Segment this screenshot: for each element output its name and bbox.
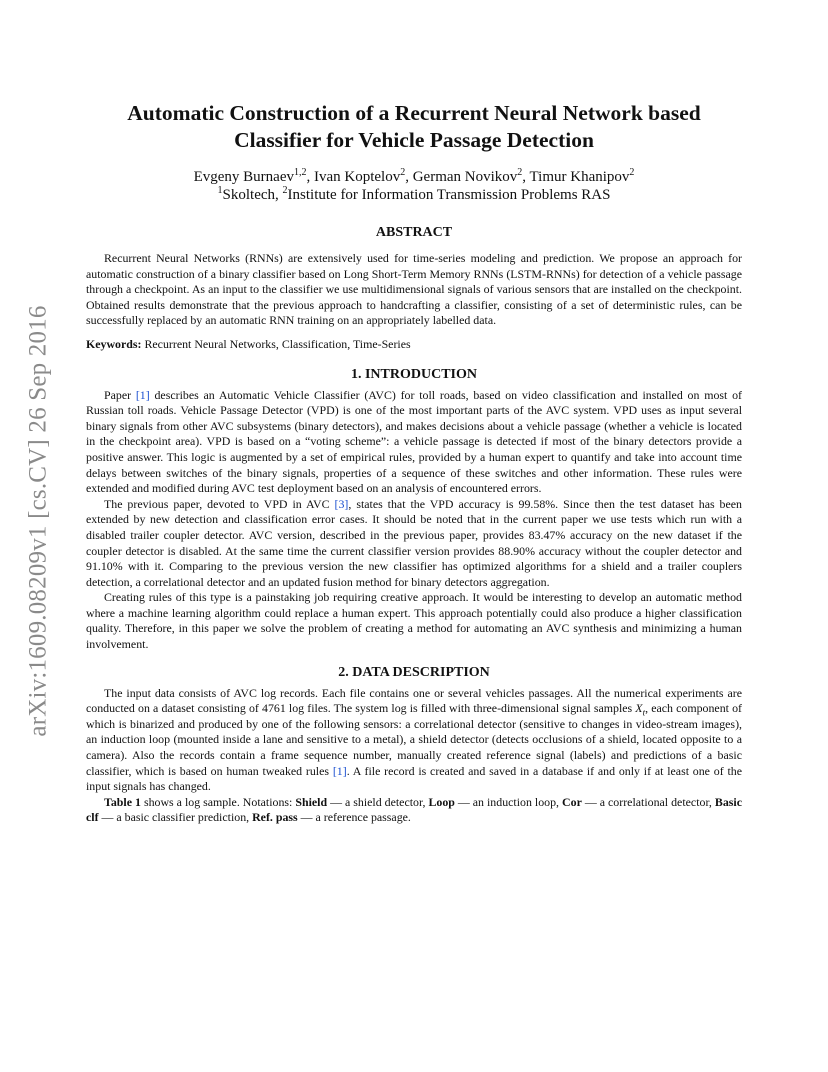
abstract-heading: ABSTRACT: [375, 225, 453, 240]
table-reference: Table 1: [104, 794, 141, 809]
author-affiliation-marker: 1,2: [293, 167, 307, 178]
paper-page: [86, 100, 742, 826]
intro-paragraph-2: The previous paper, devoted to VPD in AVC [3], states that the VPD accuracy is 99.58%. Since then the test dataset has been extended by new detection and classification error cases. It should be noted that in the current paper we use tests which run with a disabled trailer coupler detector. AVC version, described in the previous paper, provides 83.47% accuracy on the new dataset if the coupler detector is disabled. At the same time the current classifier version provides 88.90% accuracy without the coupler detector and 91.10% with it. Comparing to the previous version the new classifier has optimized algorithms for a shield and a trailer couplers detection, a correlational detector and an updated fusion method for binary detectors aggregation.: [86, 496, 742, 589]
keywords-value: Recurrent Neural Networks, Classification, Time-Series: [144, 336, 411, 351]
author-affiliation-marker: 2: [629, 167, 635, 178]
arxiv-sidebar-stamp: [22, 286, 56, 756]
affiliation-name: Institute for Information Transmission Problems RAS: [287, 187, 611, 203]
data-paragraph-2: Table 1 shows a log sample. Notations: Shield — a shield detector, Loop — an induction loop, Cor — a correlational detector, Basic clf — a basic classifier prediction, Ref. pass — a reference passage.: [86, 794, 742, 825]
citation-link[interactable]: [3]: [334, 496, 349, 511]
section-heading-data-description: 2. DATA DESCRIPTION: [338, 664, 490, 680]
intro-paragraph-1: Paper [1] describes an Automatic Vehicle Classifier (AVC) for toll roads, based on video classification and installed on most of Russian toll roads. Vehicle Passage Detector (VPD) is one of the most important parts of the AVC system. VPD uses as input several binary signals from other AVC subsystems (binary detectors), and makes decisions about a vehicle passage (whether a vehicle is located in the checkpoint area). VPD is based on a “voting scheme”: a vehicle passage is detected if most of the binary detectors provide a positive answer. This logic is augmented by a set of empirical rules, provided by a human expert to quantify and take into account time delays between switches of the binary signals, properties of a sequence of these switches and other information. These rules were extended and modified during AVC test deployment based on an analysis of encountered errors.: [86, 387, 742, 496]
keywords-line: [86, 337, 742, 353]
citation-link[interactable]: [1]: [135, 387, 150, 402]
author-name: Timur Khanipov: [529, 169, 630, 185]
author-list: Evgeny Burnaev$^{1,2}$, Ivan Koptelov$^2$, German Novikov$^2$, Timur Khanipov$^2$: [193, 167, 635, 185]
affiliation-list: $^1$Skoltech, $^2$Institute for Information Transmission Problems RAS: [217, 185, 611, 203]
author-affiliation-marker: 2: [517, 167, 523, 178]
author-name: Ivan Koptelov: [313, 169, 401, 185]
math-subscript: t: [642, 707, 646, 718]
abstract-text: Recurrent Neural Networks (RNNs) are extensively used for time-series modeling and prediction. We propose an approach for automatic construction of a binary classifier based on Long Short-Term Memory RNNs (LSTM-RNNs) for detection of a vehicle passage through a checkpoint. As an input to the classifier we use multidimensional signals of various sensors that are installed on the checkpoint. Obtained results demonstrate that the previous approach to handcrafting a classifier, consisting of a set of deterministic rules, can be successfully replaced by an automatic RNN training on an appropriately labelled data.: [86, 251, 742, 328]
paper-title: Automatic Construction of a Recurrent Neural Network based Classifier for Vehicle Passage Detection: [127, 101, 701, 152]
affiliation-marker: 1: [217, 185, 223, 196]
section-heading-introduction: 1. INTRODUCTION: [350, 366, 477, 382]
data-paragraph-1: The input data consists of AVC log records. Each file contains one or several vehicles passages. All the numerical experiments are conducted on a dataset consisting of 4761 log files. The system log is filled with three-dimensional signal samples $X_t$, each component of which is binarized and produced by one of the following sensors: a correlational detector (sensitive to changes in video-stream images), an induction loop (mounted inside a lane and sensitive to a metal), a shield detector (detects occlusions of a shield, located opposite to a camera). Also the records contain a frame sequence number, manually created reference signal (labels) and predictions of a basic classifier, which is based on human tweaked rules [1]. A file record is created and saved in a database if and only if at least one of the input signals has changed.: [86, 685, 742, 794]
math-variable: X: [635, 701, 643, 716]
citation-link[interactable]: [1]: [332, 763, 347, 778]
author-name: Evgeny Burnaev: [193, 169, 294, 185]
arxiv-identifier: arXiv:1609.08209v1 [cs.CV] 26 Sep 2016: [25, 305, 53, 737]
author-affiliation-marker: 2: [400, 167, 406, 178]
affiliation-name: Skoltech: [222, 187, 276, 203]
intro-paragraph-3: Creating rules of this type is a painstaking job requiring creative approach. It would be interesting to develop an automatic method where a machine learning algorithm could replace a human expert. This approach potentially could also produce a higher classification quality. Therefore, in this paper we solve the problem of creating a method for automating an AVC synthesis and minimizing a human involvement.: [86, 590, 742, 652]
author-name: German Novikov: [412, 169, 518, 185]
affiliation-marker: 2: [282, 185, 288, 196]
keywords-label: Keywords:: [86, 336, 142, 351]
